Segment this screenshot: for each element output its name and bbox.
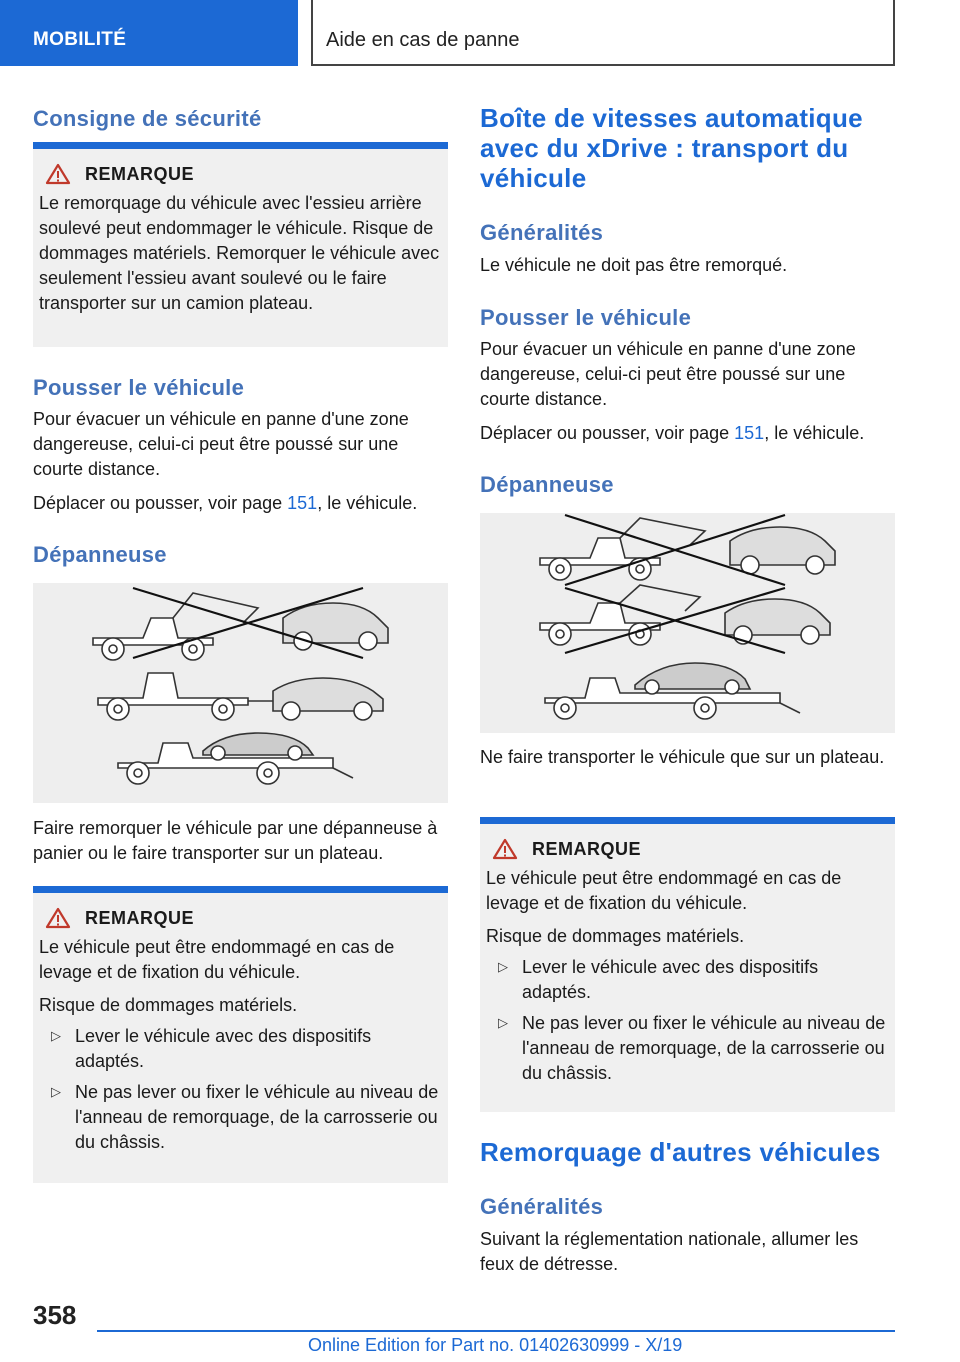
bullet-triangle-icon: ▷ [51,1028,61,1043]
notice-text: Le véhicule peut être endommagé en cas de levage et de fixation du véhicule. [486,868,842,913]
push-heading: Pousser le véhicule [480,305,692,330]
notice-box [33,886,448,1183]
push-reference: Déplacer ou pousser, voir page 151, le véhicule. [480,423,865,443]
notice-title: REMARQUE [85,907,195,928]
notice-box [480,817,895,1112]
notice-title: REMARQUE [532,838,642,859]
general-text: Suivant la réglementation nationale, allumer les feux de détresse. [480,1229,859,1274]
push-heading: Pousser le véhicule [33,375,245,400]
list-item: ▷ Ne pas lever ou fixer le véhicule au niveau de l'anneau de remorquage, de la carrosserie ou du châssis. [51,1080,442,1155]
page-link[interactable]: 151 [734,423,765,443]
notice-text: Le véhicule peut être endommagé en cas de levage et de fixation du véhicule. [39,937,395,982]
bullet-triangle-icon: ▷ [498,959,508,974]
page-link[interactable]: 151 [287,493,318,513]
tow-truck-illustration [480,513,895,733]
notice-text: Risque de dommages matériels. [39,995,298,1015]
notice-title: REMARQUE [85,163,195,184]
page-header [0,0,960,68]
notice-text: Le remorquage du véhicule avec l'essieu arrière soulevé peut endommager le véhicule. Risque de dommages matériels. Remorquer le véhicule avec seulement l'essieu avant soulevé ou le faire transporter sur un camion plateau. [39,193,440,313]
tow-truck-illustration [33,583,448,803]
general-heading: Généralités [480,220,604,245]
edition-note: Online Edition for Part no. 01402630999 - X/19 [308,1335,683,1355]
chapter-tab: Aide en cas de panne [311,0,895,66]
tow-caption: Faire remorquer le véhicule par une dépanneuse à panier ou le faire transporter sur un plateau. [33,818,438,863]
notice-box [33,142,448,347]
bullet-triangle-icon: ▷ [51,1084,61,1099]
general-heading: Généralités [480,1194,604,1219]
safety-heading: Consigne de sécurité [33,106,262,131]
tow-caption: Ne faire transporter le véhicule que sur un plateau. [480,747,885,767]
footer-divider [97,1330,895,1332]
list-item: ▷ Lever le véhicule avec des dispositifs adaptés. [51,1024,442,1074]
bullet-triangle-icon: ▷ [498,1015,508,1030]
list-item: ▷ Ne pas lever ou fixer le véhicule au niveau de l'anneau de remorquage, de la carrosserie ou du châssis. [498,1011,889,1086]
page-number: 358 [33,1300,77,1330]
push-reference: Déplacer ou pousser, voir page 151, le véhicule. [33,493,418,513]
tow-truck-figure [480,513,895,733]
push-text: Pour évacuer un véhicule en panne d'une zone dangereuse, celui-ci peut être poussé sur une courte distance. [33,409,409,479]
warning-triangle-icon [492,838,518,860]
warning-triangle-icon [45,907,71,929]
general-text: Le véhicule ne doit pas être remorqué. [480,255,788,275]
other-vehicles-heading: Remorquage d'autres véhicules [480,1137,881,1167]
tow-heading: Dépanneuse [480,472,614,497]
tow-heading: Dépanneuse [33,542,167,567]
push-text: Pour évacuer un véhicule en panne d'une zone dangereuse, celui-ci peut être poussé sur une courte distance. [480,339,856,409]
notice-text: Risque de dommages matériels. [486,926,745,946]
tow-truck-figure [33,583,448,803]
gearbox-heading: Boîte de vitesses automatique avec du xDrive : transport du véhicule [480,103,863,193]
section-tab: MOBILITÉ [0,0,298,66]
warning-triangle-icon [45,163,71,185]
list-item: ▷ Lever le véhicule avec des dispositifs adaptés. [498,955,889,1005]
